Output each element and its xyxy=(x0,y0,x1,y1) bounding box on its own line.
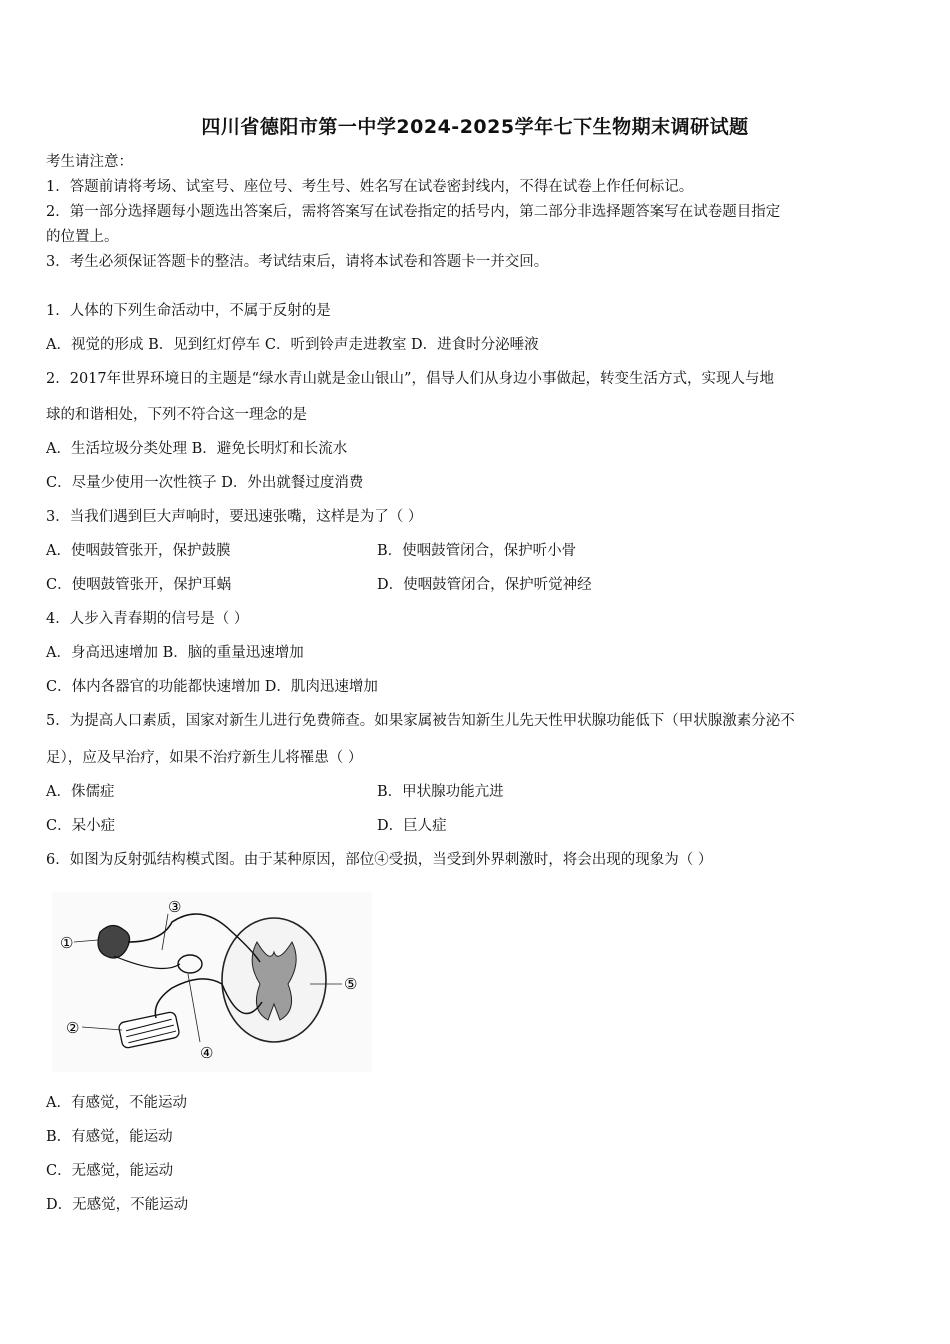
q5-option-a: A．侏儒症 xyxy=(46,784,115,800)
notice-item-2: 2．第一部分选择题每小题选出答案后，需将答案写在试卷指定的括号内，第二部分非选择题答案写在试卷题目指定 xyxy=(46,204,781,220)
q5-stem-line2: 足），应及早治疗，如果不治疗新生儿将罹患（ ） xyxy=(46,750,363,766)
q5-stem-line1: 5．为提高人口素质，国家对新生儿进行免费筛查。如果家属被告知新生儿先天性甲状腺功能低下（甲状腺激素分泌不 xyxy=(46,713,795,729)
q5-option-b: B．甲状腺功能亢进 xyxy=(377,784,504,800)
figure-label-5: ⑤ xyxy=(344,975,358,993)
q6-option-d: D．无感觉，不能运动 xyxy=(46,1197,189,1213)
q1-stem: 1．人体的下列生命活动中，不属于反射的是 xyxy=(46,303,331,319)
q4-stem: 4．人步入青春期的信号是（ ） xyxy=(46,611,249,627)
reflex-arc-diagram xyxy=(52,892,372,1072)
q2-stem-line1: 2．2017年世界环境日的主题是“绿水青山就是金山银山”，倡导人们从身边小事做起，转变生活方式，实现人与地 xyxy=(46,371,774,387)
q6-option-a: A．有感觉，不能运动 xyxy=(46,1095,187,1111)
q2-stem-line2: 球的和谐相处，下列不符合这一理念的是 xyxy=(46,407,307,423)
q6-option-c: C．无感觉，能运动 xyxy=(46,1163,174,1179)
q5-option-c: C．呆小症 xyxy=(46,818,116,834)
q3-option-a: A．使咽鼓管张开，保护鼓膜 xyxy=(46,543,231,559)
notice-heading: 考生请注意： xyxy=(46,154,133,170)
notice-item-3: 3．考生必须保证答题卡的整洁。考试结束后，请将本试卷和答题卡一并交回。 xyxy=(46,254,549,270)
notice-item-1: 1．答题前请将考场、试室号、座位号、考生号、姓名写在试卷密封线内，不得在试卷上作任何标记。 xyxy=(46,179,694,195)
q4-options-row2: C．体内各器官的功能都快速增加 D．肌肉迅速增加 xyxy=(46,679,378,695)
notice-item-2-cont: 的位置上。 xyxy=(46,229,119,245)
q3-option-b: B．使咽鼓管闭合，保护听小骨 xyxy=(377,543,577,559)
q1-options: A．视觉的形成 B．见到红灯停车 C．听到铃声走进教室 D．进食时分泌唾液 xyxy=(46,337,539,353)
q6-option-b: B．有感觉，能运动 xyxy=(46,1129,173,1145)
figure-label-2: ② xyxy=(66,1019,80,1037)
figure-label-1: ① xyxy=(60,934,74,952)
q2-options-row2: C．尽量少使用一次性筷子 D．外出就餐过度消费 xyxy=(46,475,364,491)
figure-label-3: ③ xyxy=(168,898,182,916)
q4-options-row1: A．身高迅速增加 B．脑的重量迅速增加 xyxy=(46,645,304,661)
figure-label-4: ④ xyxy=(200,1044,214,1062)
page-title: 四川省德阳市第一中学2024-2025学年七下生物期末调研试题 xyxy=(201,116,749,138)
q3-option-d: D．使咽鼓管闭合，保护听觉神经 xyxy=(377,577,592,593)
q3-option-c: C．使咽鼓管张开，保护耳蜗 xyxy=(46,577,232,593)
q2-options-row1: A．生活垃圾分类处理 B．避免长明灯和长流水 xyxy=(46,441,348,457)
q6-stem: 6．如图为反射弧结构模式图。由于某种原因，部位④受损，当受到外界刺激时，将会出现的现象为（ ） xyxy=(46,852,713,868)
q3-stem: 3．当我们遇到巨大声响时，要迅速张嘴，这样是为了（ ） xyxy=(46,509,423,525)
q5-option-d: D．巨人症 xyxy=(377,818,447,834)
